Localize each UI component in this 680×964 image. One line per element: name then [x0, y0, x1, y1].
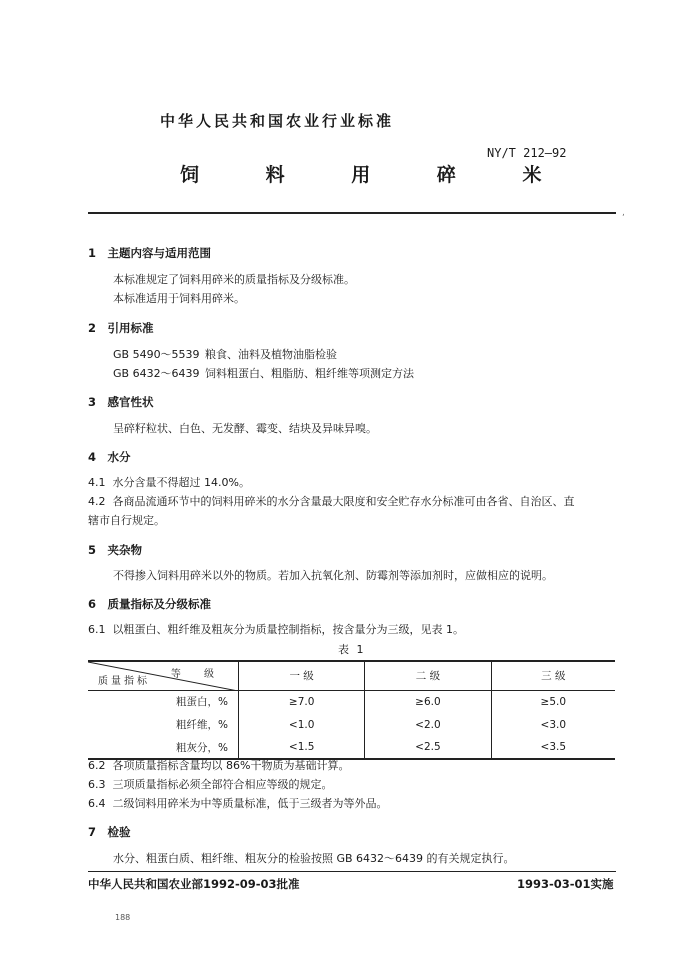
top-rule: [88, 212, 616, 214]
row-label: 粗蛋白，%: [176, 696, 228, 709]
section-3-heading: 3 感官性状: [88, 395, 154, 409]
row-label: 粗灰分，%: [176, 741, 228, 754]
clause-number: 4.2: [88, 495, 106, 508]
clause-6-2: [88, 757, 349, 773]
grade-header: 三 级: [491, 661, 615, 690]
section-1-heading: 1 主题内容与适用范围: [88, 246, 212, 260]
section-1-line-1: 本标准规定了饲料用碎米的质量指标及分级标准。: [113, 273, 355, 286]
section-5-heading: 5 夹杂物: [88, 543, 143, 557]
table-cell: <1.0: [239, 713, 365, 736]
grade-header: 一 级: [239, 661, 365, 690]
clause-4-2: [88, 493, 575, 509]
corner-grade-label: 等 级: [170, 669, 224, 680]
table-row: [88, 713, 615, 736]
table-header-row: [88, 661, 615, 690]
clause-4-1: [88, 474, 250, 490]
section-2-heading: 2 引用标准: [88, 321, 154, 335]
grade-table: [88, 660, 615, 760]
grade-header: 二 级: [365, 661, 491, 690]
table-row: [88, 690, 615, 713]
clause-number: 6.2: [88, 759, 106, 772]
clause-text: 水分含量不得超过 14.0%。: [112, 476, 250, 489]
clause-text: 以粗蛋白、粗纤维及粗灰分为质量控制指标，按含量分为三级，见表 1。: [112, 623, 464, 636]
corner-index-label: 质量指标: [98, 675, 150, 687]
section-4-heading: 4 水分: [88, 450, 131, 464]
reference-item: [113, 365, 414, 381]
table-cell: ≥7.0: [239, 690, 365, 713]
approval-date: 中华人民共和国农业部1992-09-03批准: [88, 877, 300, 891]
section-5-text: 不得掺入饲料用碎米以外的物质。若加入抗氧化剂、防霉剂等添加剂时，应做相应的说明。: [113, 569, 553, 582]
reference-title: 粮食、油料及植物油脂检验: [205, 348, 337, 361]
corner-cell: [88, 661, 239, 690]
reference-item: [113, 346, 337, 362]
implementation-date: 1993-03-01实施: [517, 877, 614, 891]
reference-code: GB 5490～5539: [113, 348, 200, 361]
table-cell: <2.0: [365, 713, 491, 736]
clause-text: 二级饲料用碎米为中等质量标准，低于三级者为等外品。: [112, 797, 388, 810]
section-7-text: 水分、粗蛋白质、粗纤维、粗灰分的检验按照 GB 6432～6439 的有关规定执行。: [113, 852, 515, 865]
section-1-line-2: 本标准适用于饲料用碎米。: [113, 292, 245, 305]
scan-mark: ,: [622, 208, 625, 218]
table-cell: <1.5: [239, 736, 365, 759]
clause-number: 6.1: [88, 623, 106, 636]
table-cell: ≥6.0: [365, 690, 491, 713]
footer-rule: [88, 871, 616, 872]
clause-number: 6.4: [88, 797, 106, 810]
section-7-heading: 7 检验: [88, 825, 131, 839]
reference-code: GB 6432～6439: [113, 367, 200, 380]
table-cell: ≥5.0: [491, 690, 615, 713]
clause-number: 6.3: [88, 778, 106, 791]
clause-text: 三项质量指标必须全部符合相应等级的规定。: [112, 778, 333, 791]
clause-6-3: [88, 776, 333, 792]
clause-6-4: [88, 795, 388, 811]
clause-text: 各项质量指标含量均以 86%干物质为基础计算。: [112, 759, 350, 772]
table-cell: <3.5: [491, 736, 615, 759]
clause-6-1: [88, 621, 464, 637]
table-cell: <2.5: [365, 736, 491, 759]
clause-number: 4.1: [88, 476, 106, 489]
table-row: [88, 736, 615, 759]
standard-body: 中华人民共和国农业行业标准: [160, 112, 395, 130]
standard-code: NY/T 212—92: [487, 146, 567, 160]
page-number: 188: [115, 913, 131, 922]
clause-text: 各商品流通环节中的饲料用碎米的水分含量最大限度和安全贮存水分标准可由各省、自治区、直: [112, 495, 575, 508]
table-cell: <3.0: [491, 713, 615, 736]
reference-title: 饲料粗蛋白、粗脂肪、粗纤维等项测定方法: [205, 367, 414, 380]
section-3-text: 呈碎籽粒状、白色、无发酵、霉变、结块及异味异嗅。: [113, 422, 377, 435]
table-caption: 表 1: [338, 643, 366, 656]
clause-4-2-continuation: 辖市自行规定。: [88, 514, 165, 527]
row-label: 粗纤维，%: [176, 719, 228, 731]
document-title: 饲 料 用 碎 米: [180, 164, 572, 186]
section-6-heading: 6 质量指标及分级标准: [88, 597, 212, 611]
